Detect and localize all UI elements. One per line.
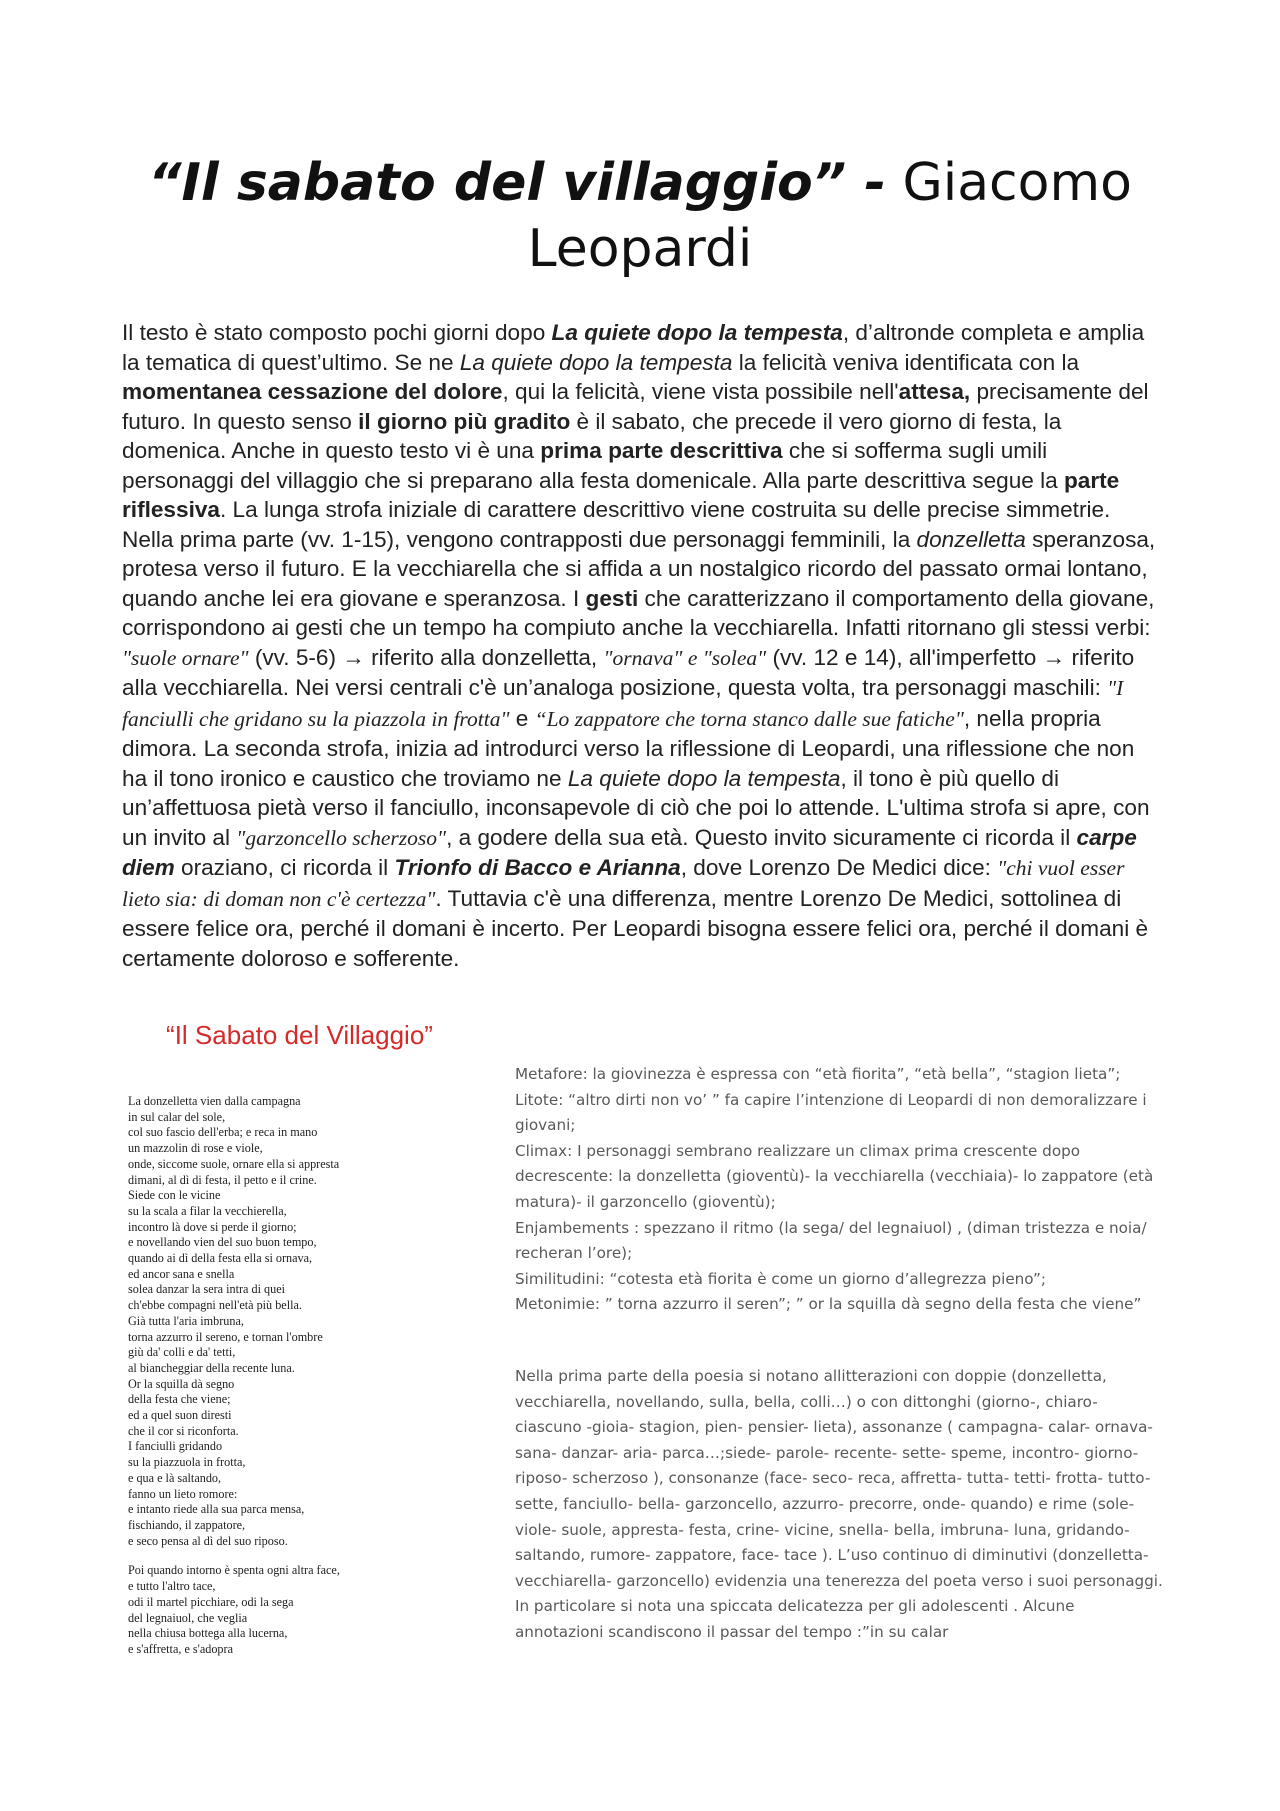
key-phrase: carpe diem: [122, 824, 1137, 880]
stanza-gap: [128, 1549, 473, 1563]
quotation: “Lo zappatore che torna stanco dalle sue fatiche": [534, 706, 964, 731]
note-line: Metonimie: ” torna azzurro il seren”; ” or la squilla dà segno della festa che viene”: [515, 1295, 1142, 1314]
poem-line: un mazzolin di rose e viole,: [128, 1141, 263, 1156]
poem-line: e novellando vien del suo buon tempo,: [128, 1235, 317, 1250]
emphasis: donzelletta: [916, 526, 1026, 552]
quotation: "garzoncello scherzoso": [236, 825, 447, 850]
text-run: , qui la felicità, viene vista possibile nell': [502, 379, 899, 404]
poem-text: [128, 1094, 473, 1658]
sound-figures-notes: [515, 1364, 1165, 1646]
key-phrase: gesti: [585, 585, 639, 611]
text-run: , a godere della sua età. Questo invito sicuramente ci ricorda il: [446, 824, 1077, 850]
text-run: è il sabato, che precede il vero giorno di festa, la domenica. Anche in questo testo vi è una: [122, 408, 1062, 463]
text-run: . Tuttavia c'è una differenza, mentre Lorenzo De Medici, sottolinea di essere felice ora, perché il domani è incerto. Per Leopardi bisogna essere felici ora, perché il domani è certamente doloroso e sofferente.: [122, 885, 1149, 971]
poem-line: su la piazzuola in frotta,: [128, 1455, 246, 1470]
text-run: , il tono è più quello di un’affettuosa pietà verso il fanciullo, inconsapevole di ciò che poi lo attende. L'ultima strofa si apre, con un invito al: [122, 765, 1150, 850]
text-run: la felicità veniva identificata con la: [732, 349, 1080, 375]
text-run: che si sofferma sugli umili personaggi del villaggio che si preparano alla festa domenicale. Alla parte descrittiva segue la: [122, 438, 1064, 493]
poem-line: ed ancor sana e snella: [128, 1266, 235, 1281]
poem-line: fanno un lieto romore:: [128, 1486, 238, 1501]
poem-line: che il cor si riconforta.: [128, 1423, 239, 1438]
poem-line: ed a quel suon diresti: [128, 1408, 232, 1423]
page-title: [110, 150, 1170, 282]
poem-line: del legnaiuol, che veglia: [128, 1610, 248, 1625]
text-run: oraziano, ci ricorda il: [174, 855, 395, 880]
poem-line: su la scala a filar la vecchierella,: [128, 1203, 287, 1218]
text-run: e: [509, 705, 535, 731]
poem-line: dimani, al dì di festa, il petto e il crine.: [128, 1172, 317, 1187]
key-phrase: parte riflessiva: [122, 467, 1120, 522]
note-line: Litote: “altro dirti non vo’ ” fa capire l’intenzione di Leopardi di non demoralizzare i giovani;: [515, 1090, 1147, 1135]
poem-line: odi il martel picchiare, odi la sega: [128, 1594, 294, 1609]
quotation: "chi vuol esser lieto sia: di doman non c'è certezza": [122, 856, 1125, 911]
quotation: "I fanciulli che gridano su la piazzola in frotta": [122, 676, 1124, 731]
poem-line: Già tutta l'aria imbruna,: [128, 1313, 244, 1328]
poem-image: [122, 1012, 477, 1677]
text-run: Il testo è stato composto pochi giorni dopo: [122, 320, 552, 345]
text-run: , d’altronde completa e amplia la tematica di quest’ultimo. Se ne: [122, 320, 1145, 375]
note-line: Climax: I personaggi sembrano realizzare un climax prima crescente dopo decrescente: la donzelletta (gioventù)- la vecchiarella (vecchiaia)- lo zappatore (età matura)- il garzoncello (gioventù);: [515, 1141, 1154, 1211]
poem-line: Siede con le vicine: [128, 1188, 221, 1203]
poem-line: quando ai dì della festa ella si ornava,: [128, 1251, 313, 1266]
quotation: "suole ornare": [122, 645, 249, 670]
work-title: La quiete dopo la tempesta: [459, 349, 733, 375]
note-line: Similitudini: “cotesta età fiorita è come un giorno d’allegrezza pieno”;: [515, 1269, 1047, 1288]
note-line: Metafore: la giovinezza è espressa con “età fiorita”, “età bella”, “stagion lieta”;: [515, 1065, 1121, 1083]
key-phrase: momentanea cessazione del dolore: [122, 379, 503, 404]
work-title: La quiete dopo la tempesta: [567, 765, 841, 791]
poem-line: e seco pensa al dì del suo riposo.: [128, 1533, 288, 1548]
quotation: "ornava" e "solea": [603, 645, 767, 670]
poem-image-title: “Il Sabato del Villaggio”: [166, 1020, 433, 1050]
key-phrase: attesa,: [898, 379, 971, 404]
title-italic-bold: “Il sabato del villaggio” -: [148, 153, 886, 213]
note-line: Enjambements : spezzano il ritmo (la sega/ del legnaiuol) , (diman tristezza e noia/ recheran l’ore);: [515, 1218, 1147, 1263]
poem-line: e intanto riede alla sua parca mensa,: [128, 1502, 305, 1517]
poem-line: della festa che viene;: [128, 1392, 231, 1407]
text-run: , nella propria dimora. La seconda strofa, inizia ad introdurci verso la riflessione di Leopardi, una riflessione che non ha il tono ironico e caustico che troviamo ne: [122, 705, 1135, 791]
text-run: . La lunga strofa iniziale di carattere descrittivo viene costruita su delle precise simmetrie. Nella prima parte (vv. 1-15), vengono contrapposti due personaggi femminili, la: [122, 497, 1111, 552]
poem-line: nella chiusa bottega alla lucerna,: [128, 1626, 288, 1641]
poem-line: Or la squilla dà segno: [128, 1376, 235, 1391]
rhetorical-figures-notes: [515, 1062, 1170, 1318]
work-title: La quiete dopo la tempesta: [551, 320, 843, 345]
poem-line: Poi quando intorno è spenta ogni altra face,: [128, 1563, 340, 1578]
title-author: Giacomo Leopardi: [527, 153, 1132, 279]
poem-line: I fanciulli gridando: [128, 1439, 223, 1454]
text-run: (vv. 12 e 14), all'imperfetto → riferito alla vecchiarella. Nei versi centrali c'è un’analoga posizione, questa volta, tra personaggi maschili:: [122, 644, 1135, 700]
poem-line: col suo fascio dell'erba; e reca in mano: [128, 1125, 318, 1140]
work-title: Trionfo di Bacco e Arianna: [394, 855, 681, 880]
key-phrase: prima parte descrittiva: [540, 438, 783, 463]
poem-line: al biancheggiar della recente luna.: [128, 1360, 295, 1375]
poem-line: La donzelletta vien dalla campagna: [128, 1094, 301, 1108]
poem-line: e s'affretta, e s'adopra: [128, 1641, 233, 1656]
text-run: che caratterizzano il comportamento della giovane, corrispondono ai gesti che un tempo ha compiuto anche la vecchiarella. Infatti ritornano gli stessi verbi:: [122, 585, 1155, 640]
poem-stanza-1: [128, 1094, 473, 1549]
poem-line: torna azzurro il sereno, e tornan l'ombre: [128, 1329, 323, 1344]
poem-line: in sul calar del sole,: [128, 1109, 226, 1124]
main-paragraph: [122, 318, 1162, 973]
poem-line: solea danzar la sera intra di quei: [128, 1282, 286, 1297]
poem-line: e tutto l'altro tace,: [128, 1579, 216, 1594]
poem-line: ch'ebbe compagni nell'età più bella.: [128, 1298, 302, 1313]
poem-line: incontro là dove si perde il giorno;: [128, 1219, 297, 1234]
text-run: speranzosa, protesa verso il futuro. E la vecchiarella che si affida a un nostalgico ricordo del passato ormai lontano, quando anche lei era giovane e speranzosa. I: [122, 526, 1156, 611]
poem-line: giù da' colli e da' tetti,: [128, 1345, 236, 1360]
text-run: , dove Lorenzo De Medici dice:: [680, 855, 998, 880]
poem-stanza-2: [128, 1563, 473, 1657]
poem-line: fischiando, il zappatore,: [128, 1517, 246, 1532]
poem-line: e qua e là saltando,: [128, 1470, 222, 1485]
text-run: precisamente del futuro. In questo senso: [122, 379, 1149, 434]
poem-line: onde, siccome suole, ornare ella si appresta: [128, 1156, 340, 1171]
key-phrase: il giorno più gradito: [358, 408, 571, 434]
text-run: (vv. 5-6) → riferito alla donzelletta,: [248, 644, 604, 670]
note-paragraph: Nella prima parte della poesia si notano allitterazioni con doppie (donzelletta, vecchiarella, novellando, sulla, bella, colli…) o con dittonghi (giorno-, chiaro- ciascuno -gioia- stagion, pien- pensier- lieta), assonanze ( campagna- calar- ornava- sana- danzar- aria- parca…;siede- parole- recente- sette- speme, incontro- giorno- riposo- scherzoso ), consonanze (face- seco- reca, affretta- tutta- tetti- frotta- tutto- sette, fanciullo- bella- garzoncello, azzurro- precorre, onde- quando) e rime (sole- viole- suole, appresta- festa, crine- vicine, snella- bella, imbruna- luna, gridando- saltando, rumore- zappatore, face- tace ). L’uso continuo di diminutivi (donzelletta- vecchiarella- garzoncello) evidenzia una tenerezza del poeta verso i suoi personaggi. In particolare si nota una spiccata delicatezza per gli adolescenti . Alcune annotazioni scandiscono il passar del tempo :”in su calar: [515, 1367, 1163, 1641]
